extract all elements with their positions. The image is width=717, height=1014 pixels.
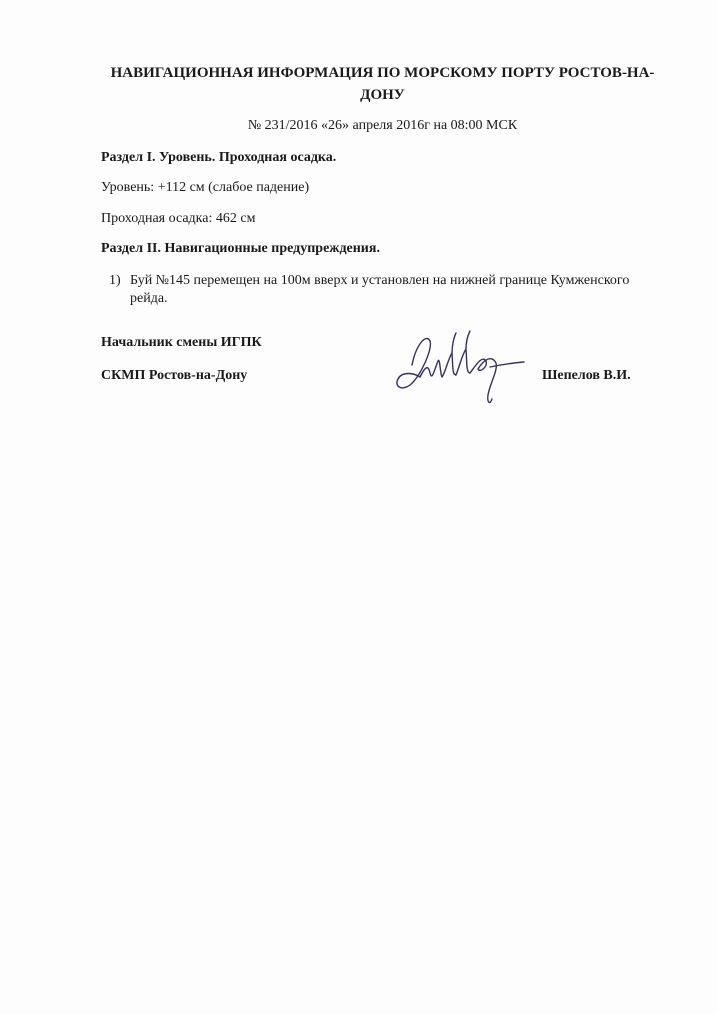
- section-2-heading: Раздел II. Навигационные предупреждения.: [101, 241, 380, 256]
- warning-list-item: [109, 272, 669, 308]
- list-item-text: Буй №145 перемещен на 100м вверх и установлен на нижней границе Кумженского рейда.: [130, 273, 630, 306]
- signer-name: Шепелов В.И.: [542, 368, 631, 383]
- handwritten-signature: [390, 325, 530, 410]
- signer-position-line1: Начальник смены ИГПК: [101, 335, 262, 350]
- signer-position-line2: СКМП Ростов-на-Дону: [101, 368, 248, 383]
- water-level-line: Уровень: +112 см (слабое падение): [101, 180, 310, 195]
- document-number-date: № 231/2016 «26» апреля 2016г на 08:00 МСК: [247, 118, 518, 133]
- document-title: НАВИГАЦИОННАЯ ИНФОРМАЦИЯ ПО МОРСКОМУ ПОРТУ РОСТОВ-НА-ДОНУ: [110, 65, 655, 103]
- section-1-heading: Раздел I. Уровень. Проходная осадка.: [101, 150, 337, 165]
- passage-draft-line: Проходная осадка: 462 см: [101, 211, 256, 226]
- list-item-number: 1): [109, 273, 121, 288]
